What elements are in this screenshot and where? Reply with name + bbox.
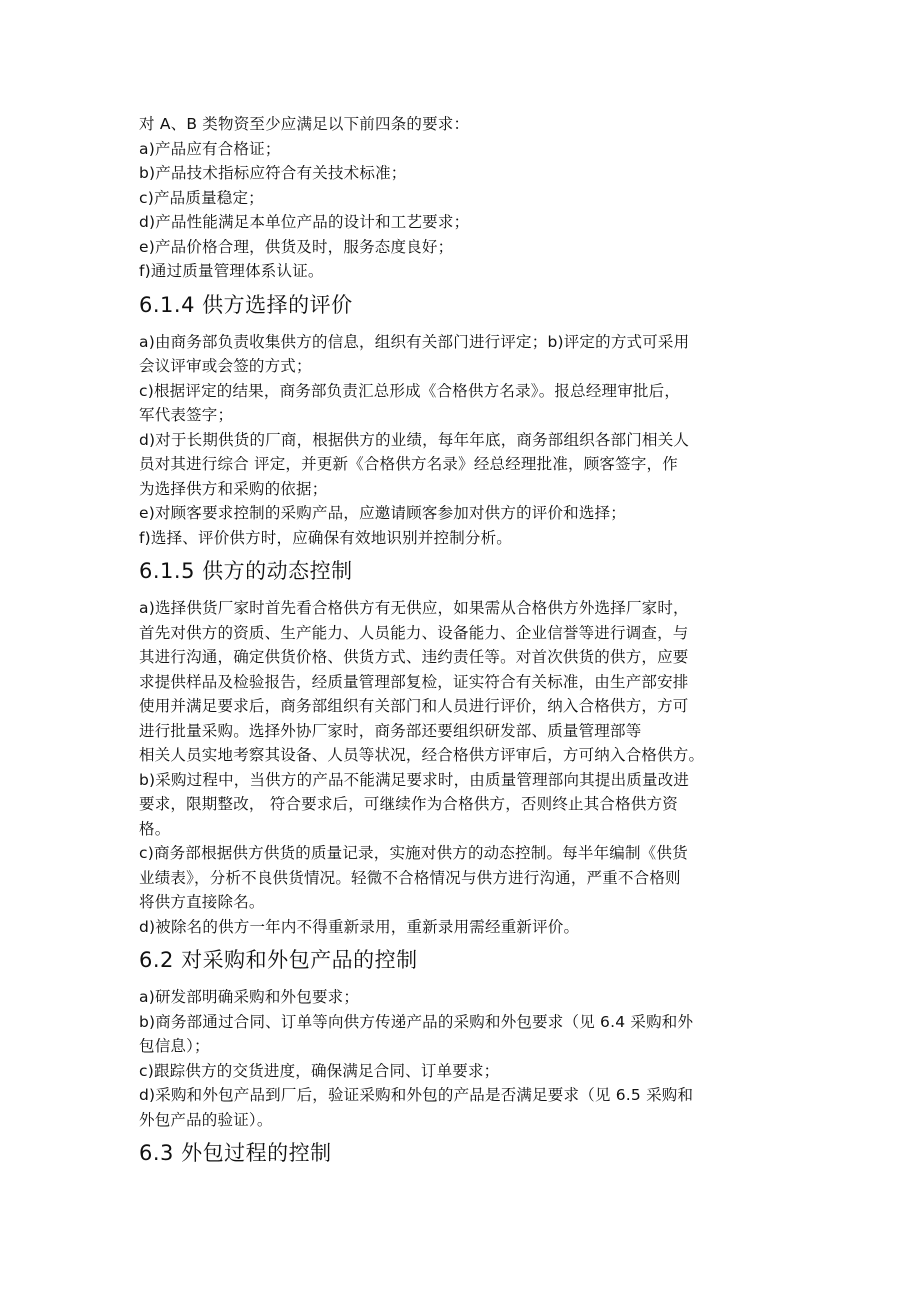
body-line: 进行批量采购。选择外协厂家时，商务部还要组织研发部、质量管理部等 bbox=[139, 721, 642, 740]
body-line: e)对顾客要求控制的采购产品，应邀请顾客参加对供方的评价和选择； bbox=[139, 504, 626, 522]
intro-line: b)产品技术指标应符合有关技术标准； bbox=[139, 164, 407, 182]
body-line: 业绩表》，分析不良供货情况。轻微不合格情况与供方进行沟通，严重不合格则 bbox=[139, 868, 681, 887]
body-line: c)跟踪供方的交货进度，确保满足合同、订单要求； bbox=[139, 1061, 500, 1080]
body-line: 为选择供方和采购的依据； bbox=[139, 479, 328, 498]
body-line: 其进行沟通，确定供货价格、供货方式、违约责任等。对首次供货的供方，应要 bbox=[139, 648, 689, 666]
section-heading-6-2: 6.2 对采购和外包产品的控制 bbox=[139, 948, 418, 972]
intro-line: d)产品性能满足本单位产品的设计和工艺要求； bbox=[139, 213, 470, 231]
body-line: b)采购过程中，当供方的产品不能满足要求时，由质量管理部向其提出质量改进 bbox=[139, 770, 690, 789]
section-heading-6-3: 6.3 外包过程的控制 bbox=[139, 1141, 332, 1165]
intro-line: c)产品质量稳定； bbox=[139, 188, 264, 207]
intro-line: e)产品价格合理，供货及时，服务态度良好； bbox=[139, 237, 454, 256]
body-line: 包信息）； bbox=[139, 1037, 210, 1055]
document-page bbox=[139, 112, 789, 1178]
body-line: a)研发部明确采购和外包要求； bbox=[139, 988, 360, 1006]
intro-line: 对 A、B 类物资至少应满足以下前四条的要求： bbox=[139, 115, 470, 133]
body-line: 要求，限期整改， 符合要求后，可继续作为合格供方，否则终止其合格供方资 bbox=[139, 795, 678, 813]
body-line: c)根据评定的结果，商务部负责汇总形成《合格供方名录》。报总经理审批后， bbox=[139, 381, 681, 400]
body-line: a)由商务部负责收集供方的信息，组织有关部门进行评定；b)评定的方式可采用 bbox=[139, 332, 690, 351]
section-6-2-body bbox=[139, 985, 789, 1132]
body-line: 将供方直接除名。 bbox=[139, 893, 265, 911]
body-line: d)采购和外包产品到厂后，验证采购和外包的产品是否满足要求（见 6.5 采购和 bbox=[139, 1086, 694, 1104]
body-line: 相关人员实地考察其设备、人员等状况，经合格供方评审后，方可纳入合格供方。 bbox=[139, 746, 705, 764]
body-line: 求提供样品及检验报告，经质量管理部复检，证实符合有关标准，由生产部安排 bbox=[139, 672, 689, 691]
body-line: d)被除名的供方一年内不得重新录用，重新录用需经重新评价。 bbox=[139, 917, 580, 936]
body-line: d)对于长期供货的厂商，根据供方的业绩，每年年底，商务部组织各部门相关人 bbox=[139, 430, 690, 449]
body-line: 会议评审或会签的方式； bbox=[139, 357, 312, 375]
body-line: 员对其进行综合 评定，并更新《合格供方名录》经总经理批准，顾客签字，作 bbox=[139, 455, 678, 473]
section-6-1-5-body bbox=[139, 596, 789, 939]
body-line: 首先对供方的资质、生产能力、人员能力、设备能力、企业信誉等进行调查，与 bbox=[139, 623, 689, 642]
body-line: b)商务部通过合同、订单等向供方传递产品的采购和外包要求（见 6.4 采购和外 bbox=[139, 1012, 694, 1031]
body-line: a)选择供货厂家时首先看合格供方有无供应，如果需从合格供方外选择厂家时， bbox=[139, 599, 689, 617]
body-line: 外包产品的验证）。 bbox=[139, 1110, 273, 1129]
intro-line: a)产品应有合格证； bbox=[139, 139, 281, 158]
section-heading-6-1-5: 6.1.5 供方的动态控制 bbox=[139, 559, 353, 583]
body-line: 格。 bbox=[139, 819, 171, 838]
intro-line: f)通过质量管理体系认证。 bbox=[139, 262, 324, 280]
body-line: 军代表签字； bbox=[139, 406, 234, 424]
body-line: 使用并满足要求后，商务部组织有关部门和人员进行评价，纳入合格供方，方可 bbox=[139, 697, 689, 715]
section-heading-6-1-4: 6.1.4 供方选择的评价 bbox=[139, 292, 353, 317]
section-6-1-4-body bbox=[139, 330, 789, 551]
body-line: c)商务部根据供方供货的质量记录，实施对供方的动态控制。每半年编制《供货 bbox=[139, 844, 688, 862]
intro-section bbox=[139, 112, 789, 284]
body-line: f)选择、评价供方时，应确保有效地识别并控制分析。 bbox=[139, 528, 513, 547]
